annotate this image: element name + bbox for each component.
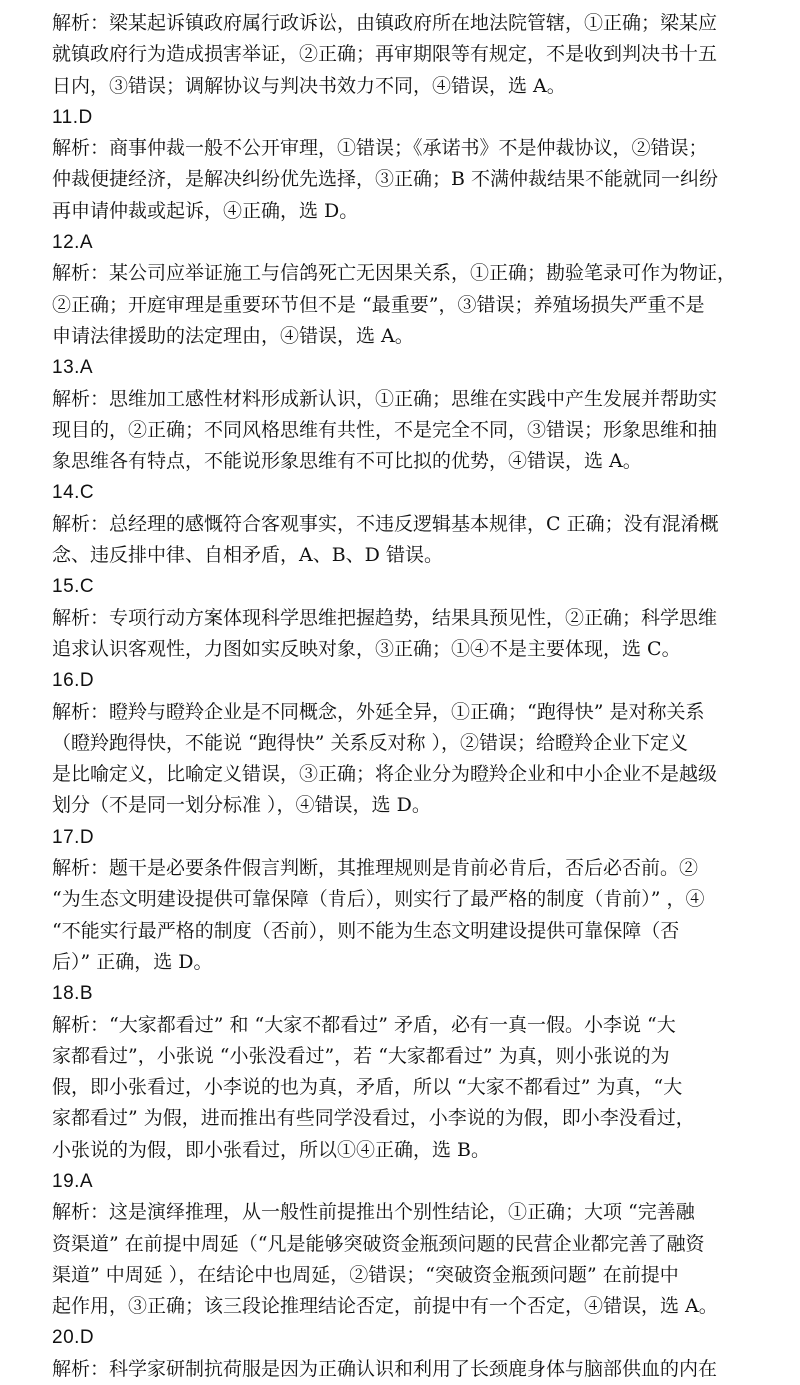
- text-line: 是比喻定义，比喻定义错误，③正确；将企业分为瞪羚企业和中小企业不是越级: [52, 763, 718, 786]
- text-line: ②正确；开庭审理是重要环节但不是 “最重要”，③错误；养殖场损失严重不是: [52, 293, 705, 316]
- text-line: 假，即小张看过，小李说的也为真，矛盾，所以 “大家不都看过” 为真，“大: [52, 1076, 683, 1099]
- question-number: 18.B: [52, 983, 94, 1005]
- text-line: 解析：题干是必要条件假言判断，其推理规则是肯前必肯后，否后必否前。②: [52, 857, 699, 880]
- text-line: 仲裁便捷经济，是解决纠纷优先选择，③正确；B 不满仲裁结果不能就同一纠纷: [52, 168, 719, 191]
- text-line: 家都看过”，小张说 “小张没看过”，若 “大家都看过” 为真，则小张说的为: [52, 1044, 670, 1067]
- question-number: 19.A: [52, 1170, 94, 1192]
- text-line: 家都看过” 为假，进而推出有些同学没看过，小李说的为假，即小李没看过，: [52, 1107, 695, 1130]
- text-line: 渠道” 中周延 ），在结论中也周延，②错误；“突破资金瓶颈问题” 在前提中: [52, 1263, 679, 1286]
- text-line: 解析：梁某起诉镇政府属行政诉讼，由镇政府所在地法院管辖，①正确；梁某应: [52, 12, 718, 34]
- text-line: 解析：专项行动方案体现科学思维把握趋势，结果具预见性，②正确；科学思维: [52, 606, 718, 629]
- question-number: 11.D: [52, 106, 93, 128]
- text-line: 解析：商事仲裁一般不公开审理，①错误；《承诺书》不是仲裁协议，②错误；: [52, 137, 708, 160]
- question-number: 20.D: [52, 1327, 95, 1349]
- text-line: 解析：“大家都看过” 和 “大家不都看过” 矛盾，必有一真一假。小李说 “大: [52, 1013, 676, 1036]
- text-line: 念、违反排中律、自相矛盾，A、B、D 错误。: [52, 544, 443, 567]
- text-line: （瞪羚跑得快，不能说 “跑得快” 关系反对称 ），②错误；给瞪羚企业下定义: [52, 731, 689, 754]
- question-number: 14.C: [52, 482, 95, 504]
- text-line: 就镇政府行为造成损害举证，②正确；再审期限等有规定，不是收到判决书十五: [52, 43, 718, 66]
- text-line: 资渠道” 在前提中周延（“凡是能够突破资金瓶颈问题的民营企业都完善了融资: [52, 1232, 705, 1255]
- text-line: “不能实行最严格的制度（否前），则不能为生态文明建设提供可靠保障（否: [52, 919, 680, 942]
- question-number: 16.D: [52, 670, 95, 692]
- text-line: 解析：某公司应举证施工与信鸽死亡无因果关系，①正确；勘验笔录可作为物证，: [52, 262, 737, 285]
- text-line: 解析：思维加工感性材料形成新认识，①正确；思维在实践中产生发展并帮助实: [52, 387, 718, 410]
- text-line: 解析：瞪羚与瞪羚企业是不同概念，外延全异，①正确；“跑得快” 是对称关系: [52, 700, 705, 723]
- question-number: 13.A: [52, 357, 94, 379]
- text-line: 解析：总经理的感慨符合客观事实，不违反逻辑基本规律，C 正确；没有混淆概: [52, 512, 719, 535]
- text-line: 后）” 正确，选 D。: [52, 950, 213, 973]
- question-number: 17.D: [52, 826, 95, 848]
- text-line: 划分（不是同一划分标准 ），④错误，选 D。: [52, 794, 431, 817]
- text-line: 追求认识客观性，力图如实反映对象，③正确；①④不是主要体现，选 C。: [52, 637, 681, 660]
- question-number: 15.C: [52, 576, 95, 598]
- text-line: 解析：科学家研制抗荷服是因为正确认识和利用了长颈鹿身体与脑部供血的内在: [52, 1357, 718, 1380]
- text-line: 申请法律援助的法定理由，④错误，选 A。: [52, 324, 414, 347]
- text-line: 现目的，②正确；不同风格思维有共性，不是完全不同，③错误；形象思维和抽: [52, 418, 718, 441]
- text-line: 象思维各有特点，不能说形象思维有不可比拟的优势，④错误，选 A。: [52, 450, 642, 473]
- text-line: 小张说的为假，即小张看过，所以①④正确，选 B。: [52, 1138, 491, 1161]
- text-line: “为生态文明建设提供可靠保障（肯后），则实行了最严格的制度（肯前）” ，④: [52, 888, 705, 911]
- text-line: 再申请仲裁或起诉，④正确，选 D。: [52, 199, 359, 222]
- question-number: 12.A: [52, 232, 94, 254]
- text-line: 日内，③错误；调解协议与判决书效力不同，④错误，选 A。: [52, 74, 566, 97]
- text-line: 起作用，③正确；该三段论推理结论否定，前提中有一个否定，④错误，选 A。: [52, 1295, 718, 1318]
- text-line: 解析：这是演绎推理，从一般性前提推出个别性结论，①正确；大项 “完善融: [52, 1201, 695, 1224]
